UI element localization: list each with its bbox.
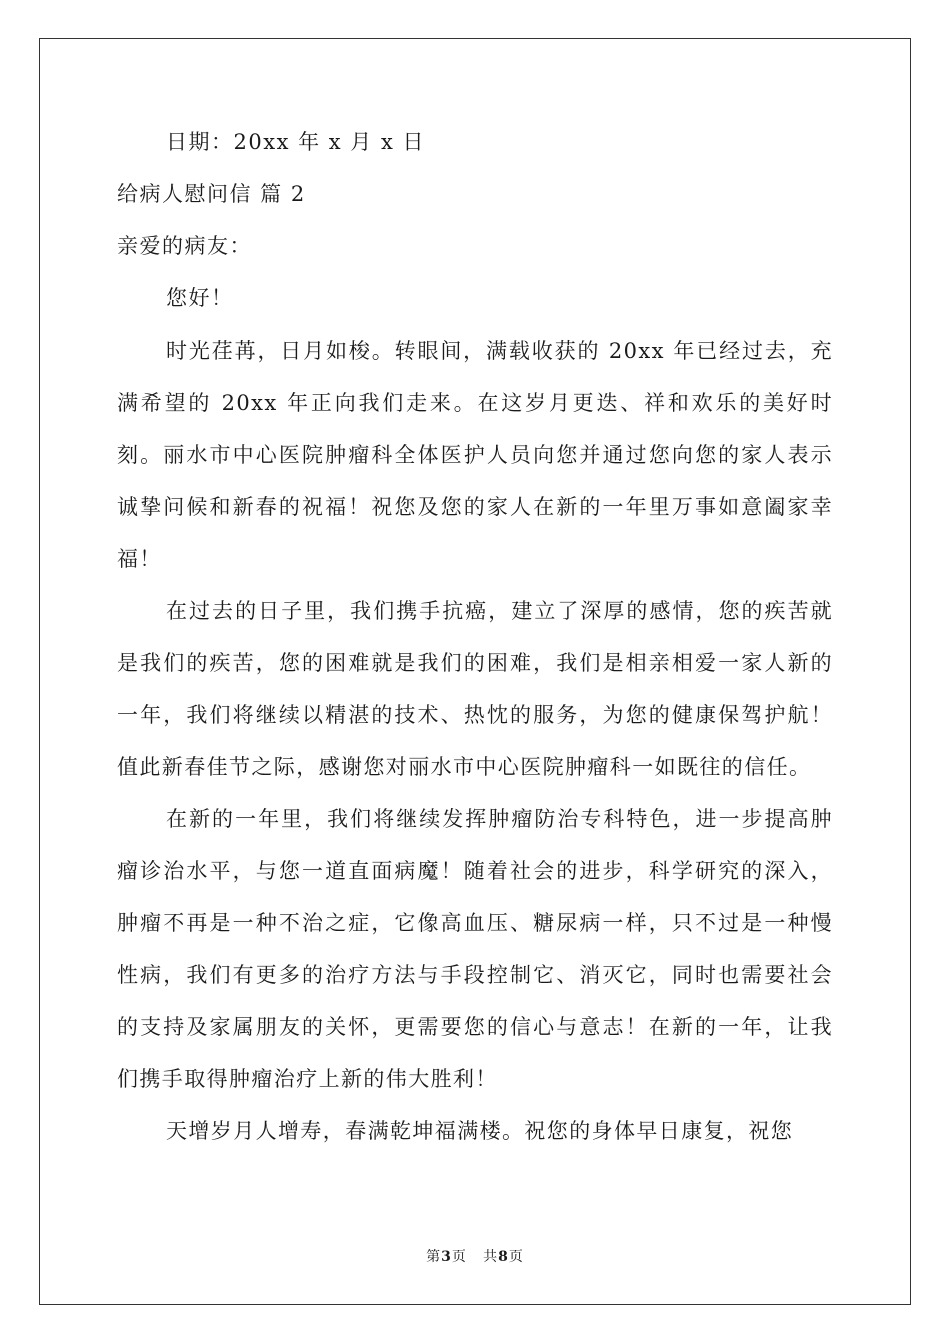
footer-total-pages: 8 <box>498 1249 509 1265</box>
footer-total-prefix: 共 <box>483 1249 499 1265</box>
document-body <box>117 127 833 1157</box>
footer-total-unit: 页 <box>508 1249 524 1265</box>
date-line: 日期：20xx 年 x 月 x 日 <box>166 130 425 154</box>
footer-page-unit: 页 <box>451 1249 467 1265</box>
section-title: 给病人慰问信 篇 2 <box>117 182 306 206</box>
paragraph-3: 在新的一年里，我们将继续发挥肿瘤防治专科特色，进一步提高肿瘤诊治水平，与您一道直面病魔！随着社会的进步，科学研究的深入，肿瘤不再是一种不治之症，它像高血压、糖尿病一样，只不过是一种慢性病，我们有更多的治疗方法与手段控制它、消灭它，同时也需要社会的支持及家属朋友的关怀，更需要您的信心与意志！在新的一年，让我们携手取得肿瘤治疗上新的伟大胜利！ <box>117 807 833 1091</box>
greeting: 您好！ <box>166 286 234 310</box>
footer-page-number: 3 <box>441 1249 452 1265</box>
paragraph-2: 在过去的日子里，我们携手抗癌，建立了深厚的感情，您的疾苦就是我们的疾苦，您的困难就是我们的困难，我们是相亲相爱一家人新的一年，我们将继续以精湛的技术、热忱的服务，为您的健康保驾护航！值此新春佳节之际，感谢您对丽水市中心医院肿瘤科一如既往的信任。 <box>117 599 833 779</box>
salutation: 亲爱的病友： <box>117 234 252 258</box>
paragraph-4: 天增岁月人增寿，春满乾坤福满楼。祝您的身体早日康复，祝您 <box>166 1119 794 1143</box>
page-footer <box>0 1246 950 1266</box>
paragraph-1: 时光荏苒，日月如梭。转眼间，满载收获的 20xx 年已经过去，充满希望的 20xx 年正向我们走来。在这岁月更迭、祥和欢乐的美好时刻。丽水市中心医院肿瘤科全体医护人员向您并通过您向您的家人表示诚挚问候和新春的祝福！祝您及您的家人在新的一年里万事如意阖家幸福！ <box>117 339 833 571</box>
footer-prefix: 第 <box>426 1249 442 1265</box>
